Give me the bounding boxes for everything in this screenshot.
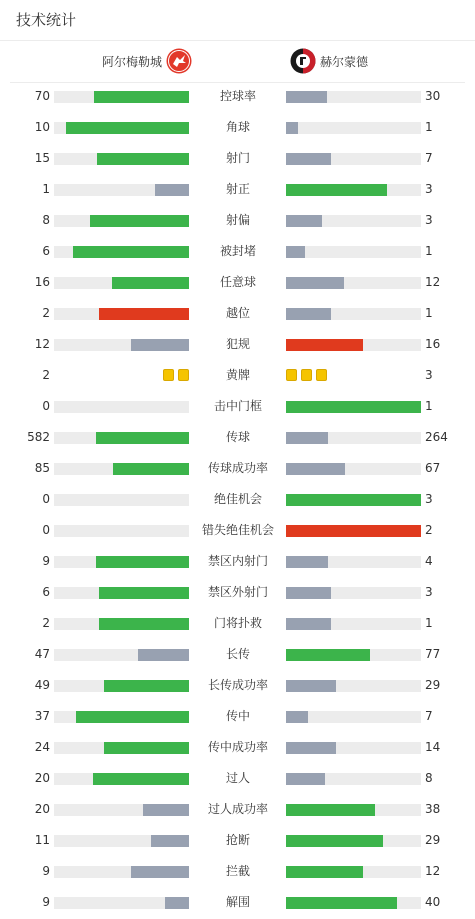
home-stat-bar-fill [99, 587, 189, 599]
home-stat-value: 9 [42, 554, 50, 568]
away-stat-bar-fill [286, 897, 397, 909]
home-team-logo-icon [166, 48, 192, 74]
home-stat-bar-fill [99, 308, 189, 320]
stat-label: 传球成功率 [207, 461, 268, 475]
away-stat-value: 29 [425, 678, 441, 692]
away-team-name: 赫尔蒙德 [320, 54, 369, 69]
away-stat-value: 3 [425, 585, 433, 599]
stat-row [0, 577, 475, 608]
home-stat-bar [54, 618, 189, 630]
stat-row [0, 546, 475, 577]
stat-label: 长传成功率 [207, 678, 268, 692]
home-stat-bar [54, 277, 189, 289]
home-stat-bar-fill [131, 339, 189, 351]
home-stat-bar [54, 556, 189, 568]
away-stat-bar-fill [286, 866, 363, 878]
away-team[interactable] [290, 47, 368, 75]
away-stat-bar [286, 680, 421, 692]
home-stat-value: 12 [34, 337, 50, 351]
stat-label: 击中门框 [213, 399, 262, 413]
away-stat-value: 40 [425, 895, 441, 909]
away-stat-bar [286, 184, 421, 196]
home-team-name: 阿尔梅勒城 [102, 54, 163, 69]
home-stat-bar-fill [113, 463, 189, 475]
stat-row [0, 825, 475, 856]
away-stat-bar [286, 463, 421, 475]
home-stat-bar [54, 215, 189, 227]
home-stat-value: 15 [34, 151, 50, 165]
away-stat-value: 1 [425, 616, 433, 630]
away-stat-bar-fill [286, 587, 331, 599]
away-stat-bar [286, 308, 421, 320]
stat-label: 错失绝佳机会 [201, 523, 274, 537]
stat-label: 越位 [225, 306, 250, 320]
home-stat-value: 8 [42, 213, 50, 227]
away-stat-value: 264 [425, 430, 448, 444]
yellow-card-icon [286, 369, 297, 381]
home-stat-value: 2 [42, 616, 50, 630]
away-stat-value: 38 [425, 802, 441, 816]
home-stat-bar-fill [104, 742, 189, 754]
home-stat-bar [54, 680, 189, 692]
stat-row [0, 732, 475, 763]
away-stat-bar [286, 401, 421, 413]
yellow-card-icon [316, 369, 327, 381]
home-stat-bar [54, 308, 189, 320]
stat-row [0, 856, 475, 887]
away-stat-bar-fill [286, 246, 305, 258]
away-stat-bar-fill [286, 804, 375, 816]
away-stat-bar-fill [286, 525, 421, 537]
away-stat-bar-fill [286, 153, 331, 165]
stat-label: 角球 [225, 120, 250, 134]
home-stat-bar [54, 835, 189, 847]
away-stat-bar-fill [286, 401, 421, 413]
home-stat-bar-fill [96, 556, 189, 568]
home-stat-bar [54, 494, 189, 506]
stat-row [0, 267, 475, 298]
away-stat-value: 30 [425, 89, 441, 103]
stat-label: 传中成功率 [207, 740, 268, 754]
home-stat-bar [54, 525, 189, 537]
home-stat-bar [54, 91, 189, 103]
home-stat-bar [54, 122, 189, 134]
away-stat-value: 1 [425, 120, 433, 134]
home-stat-bar-fill [143, 804, 189, 816]
stat-label: 射偏 [225, 213, 250, 227]
stat-label: 黄牌 [225, 368, 250, 382]
home-stat-bar [54, 742, 189, 754]
home-stat-bar-fill [94, 91, 189, 103]
away-stat-bar-fill [286, 618, 331, 630]
home-stat-bar-fill [76, 711, 189, 723]
stat-row [0, 360, 475, 391]
stat-label: 过人 [225, 771, 250, 785]
away-stat-bar-fill [286, 742, 336, 754]
away-stat-bar [286, 246, 421, 258]
away-stat-bar-fill [286, 184, 387, 196]
stat-label: 过人成功率 [207, 802, 268, 816]
stat-label: 禁区外射门 [207, 585, 268, 599]
stat-row [0, 391, 475, 422]
home-stat-bar [54, 432, 189, 444]
away-stat-value: 1 [425, 399, 433, 413]
away-stat-value: 12 [425, 275, 441, 289]
away-stat-bar-fill [286, 463, 345, 475]
away-stat-bar-fill [286, 122, 298, 134]
stat-label: 任意球 [219, 275, 256, 289]
away-stat-bar-fill [286, 91, 327, 103]
away-stat-value: 1 [425, 306, 433, 320]
stat-row [0, 81, 475, 112]
home-stat-value: 24 [34, 740, 50, 754]
home-stat-bar-fill [90, 215, 189, 227]
away-stat-bar [286, 432, 421, 444]
stat-label: 犯规 [225, 337, 250, 351]
yellow-card-icon [178, 369, 189, 381]
home-stat-bar [54, 587, 189, 599]
stat-label: 被封堵 [219, 244, 256, 258]
home-stat-bar-fill [66, 122, 189, 134]
home-stat-bar [54, 773, 189, 785]
home-stat-value: 47 [34, 647, 50, 661]
home-stat-bar [54, 463, 189, 475]
home-stat-value: 1 [42, 182, 50, 196]
home-stat-bar-fill [104, 680, 189, 692]
away-stat-bar-fill [286, 835, 383, 847]
stat-row [0, 112, 475, 143]
away-stat-value: 67 [425, 461, 441, 475]
title-bar [0, 0, 475, 41]
away-stat-bar [286, 742, 421, 754]
stat-row [0, 608, 475, 639]
home-stat-value: 20 [34, 802, 50, 816]
stat-label: 门将扑救 [213, 616, 262, 630]
home-stat-value: 582 [27, 430, 50, 444]
home-stat-bar [54, 866, 189, 878]
away-stat-bar-fill [286, 711, 308, 723]
home-stat-value: 6 [42, 244, 50, 258]
home-stat-bar-fill [138, 649, 189, 661]
home-stat-value: 0 [42, 523, 50, 537]
away-stat-value: 16 [425, 337, 441, 351]
away-stat-value: 29 [425, 833, 441, 847]
stat-label: 控球率 [219, 89, 256, 103]
away-stat-bar-fill [286, 308, 331, 320]
stat-label: 射门 [225, 151, 250, 165]
home-stat-bar-fill [73, 246, 189, 258]
away-stat-bar [286, 835, 421, 847]
stats-list [0, 81, 475, 918]
home-stat-bar [54, 184, 189, 196]
home-team[interactable] [102, 47, 192, 75]
home-stat-bar-fill [131, 866, 189, 878]
away-stat-value: 14 [425, 740, 441, 754]
away-stat-bar [286, 122, 421, 134]
away-stat-bar [286, 773, 421, 785]
away-stat-value: 3 [425, 368, 433, 382]
home-stat-value: 2 [42, 306, 50, 320]
away-stat-bar [286, 618, 421, 630]
away-stat-bar [286, 804, 421, 816]
home-stat-value: 49 [34, 678, 50, 692]
away-stat-bar-fill [286, 494, 421, 506]
home-stat-bar-fill [112, 277, 189, 289]
home-stat-value: 9 [42, 895, 50, 909]
stat-row [0, 887, 475, 918]
stat-row [0, 453, 475, 484]
home-stat-bar [54, 649, 189, 661]
home-stat-bar [54, 804, 189, 816]
away-stat-value: 7 [425, 709, 433, 723]
away-team-logo-icon [290, 48, 316, 74]
home-stat-bar-fill [151, 835, 189, 847]
home-stat-value: 37 [34, 709, 50, 723]
home-stat-value: 10 [34, 120, 50, 134]
away-stat-value: 3 [425, 182, 433, 196]
away-stat-bar-fill [286, 339, 363, 351]
stat-label: 射正 [225, 182, 250, 196]
stat-row [0, 329, 475, 360]
away-stat-bar [286, 587, 421, 599]
yellow-card-icon [301, 369, 312, 381]
away-stat-value: 7 [425, 151, 433, 165]
stat-row [0, 701, 475, 732]
away-yellow-cards [286, 369, 327, 383]
stat-label: 长传 [225, 647, 250, 661]
stat-row [0, 484, 475, 515]
stat-row [0, 422, 475, 453]
home-stat-bar-fill [96, 432, 189, 444]
home-stat-bar-fill [165, 897, 189, 909]
stat-label: 传球 [225, 430, 250, 444]
away-stat-value: 4 [425, 554, 433, 568]
away-stat-bar-fill [286, 556, 328, 568]
home-stat-value: 0 [42, 399, 50, 413]
away-stat-bar [286, 649, 421, 661]
away-stat-bar [286, 897, 421, 909]
home-stat-bar-fill [155, 184, 189, 196]
away-stat-bar-fill [286, 773, 325, 785]
page-title: 技术统计 [16, 11, 77, 29]
home-yellow-cards [163, 369, 189, 383]
home-stat-bar-fill [99, 618, 189, 630]
away-stat-bar [286, 277, 421, 289]
home-stat-value: 85 [34, 461, 50, 475]
away-stat-value: 3 [425, 492, 433, 506]
away-stat-value: 77 [425, 647, 441, 661]
stat-label: 绝佳机会 [213, 492, 262, 506]
away-stat-bar [286, 711, 421, 723]
away-stat-value: 2 [425, 523, 433, 537]
stat-row [0, 205, 475, 236]
stat-row [0, 670, 475, 701]
home-stat-value: 20 [34, 771, 50, 785]
away-stat-value: 1 [425, 244, 433, 258]
away-stat-bar [286, 339, 421, 351]
stat-row [0, 143, 475, 174]
stat-row [0, 298, 475, 329]
stat-row [0, 794, 475, 825]
home-stat-value: 16 [34, 275, 50, 289]
away-stat-bar [286, 525, 421, 537]
away-stat-bar [286, 494, 421, 506]
home-stat-bar [54, 897, 189, 909]
away-stat-value: 3 [425, 213, 433, 227]
home-stat-value: 6 [42, 585, 50, 599]
stat-label: 抢断 [225, 833, 250, 847]
stat-label: 拦截 [225, 864, 250, 878]
home-stat-bar [54, 711, 189, 723]
home-stat-value: 11 [34, 833, 50, 847]
stat-label: 解围 [225, 895, 250, 909]
away-stat-bar [286, 153, 421, 165]
team-header [10, 41, 465, 83]
stat-row [0, 515, 475, 546]
stat-row [0, 639, 475, 670]
away-stat-bar [286, 215, 421, 227]
away-stat-bar-fill [286, 680, 336, 692]
stat-row [0, 763, 475, 794]
home-stat-value: 9 [42, 864, 50, 878]
home-stat-bar [54, 153, 189, 165]
away-stat-bar [286, 556, 421, 568]
away-stat-bar-fill [286, 215, 322, 227]
home-stat-bar [54, 339, 189, 351]
away-stat-bar-fill [286, 432, 328, 444]
away-stat-bar-fill [286, 277, 344, 289]
away-stat-bar-fill [286, 649, 370, 661]
stat-label: 传中 [225, 709, 250, 723]
away-stat-bar [286, 866, 421, 878]
stat-label: 禁区内射门 [207, 554, 268, 568]
home-stat-value: 70 [34, 89, 50, 103]
home-stat-bar-fill [93, 773, 189, 785]
yellow-card-icon [163, 369, 174, 381]
home-stat-bar [54, 246, 189, 258]
home-stat-bar [54, 401, 189, 413]
away-stat-value: 8 [425, 771, 433, 785]
home-stat-bar-fill [97, 153, 189, 165]
stat-row [0, 236, 475, 267]
away-stat-value: 12 [425, 864, 441, 878]
stat-row [0, 174, 475, 205]
away-stat-bar [286, 91, 421, 103]
home-stat-value: 0 [42, 492, 50, 506]
home-stat-value: 2 [42, 368, 50, 382]
